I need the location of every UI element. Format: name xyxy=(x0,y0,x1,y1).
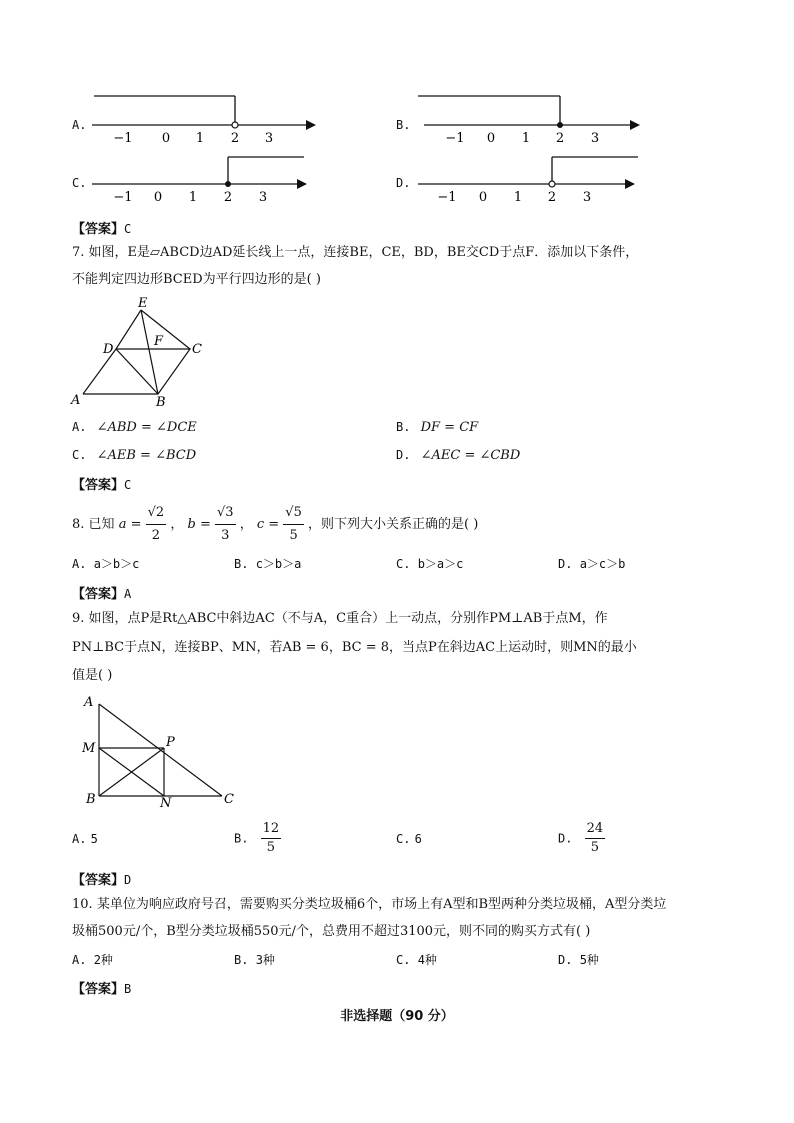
question-number: 8. xyxy=(72,517,85,532)
fraction-numerator: 24 xyxy=(585,820,606,839)
option-text: a＞c＞b xyxy=(579,557,626,571)
option-text: ∠AEB = ∠BCD xyxy=(96,448,197,463)
fraction-denominator: 3 xyxy=(221,528,230,543)
option-label: D. xyxy=(396,176,411,190)
number-line-d xyxy=(412,148,648,208)
question-text: 如图，E是▱ABCD边AD延长线上一点，连接BE，CE，BD，BE交CD于点F．添加以下条件， xyxy=(88,245,639,260)
q8-option-b xyxy=(234,556,301,572)
q9-triangle-figure xyxy=(78,694,248,810)
tick-label: 1 xyxy=(513,190,523,205)
point-label-p: P xyxy=(166,735,175,750)
q9-option-b xyxy=(234,820,281,857)
tick-label: 3 xyxy=(582,190,592,205)
tick-label: 0 xyxy=(486,131,496,146)
option-label: B. xyxy=(396,420,411,434)
option-label: B. xyxy=(396,118,411,132)
option-label: D. xyxy=(558,557,573,571)
tick-label: 3 xyxy=(258,190,268,205)
tick-label: 3 xyxy=(590,131,600,146)
q7-stem-line2: 不能判定四边形BCED为平行四边形的是( ) xyxy=(72,272,321,287)
question-number: 7. xyxy=(72,245,85,260)
number-line-c xyxy=(88,148,324,208)
q10-option-a xyxy=(72,952,113,968)
q6-answer xyxy=(72,218,131,237)
answer-label: 【答案】 xyxy=(72,873,125,888)
q8-answer xyxy=(72,583,131,602)
q7-option-a xyxy=(72,419,197,436)
q9-stem-line1 xyxy=(72,611,608,627)
option-label: B. xyxy=(234,953,249,967)
option-text: ∠ABD = ∠DCE xyxy=(96,420,197,435)
tick-label: −1 xyxy=(113,190,133,205)
answer-label: 【答案】 xyxy=(72,982,125,997)
option-label: A. xyxy=(72,953,87,967)
option-label: D. xyxy=(396,448,411,462)
fraction-numerator: 12 xyxy=(261,820,282,839)
point-label-c: C xyxy=(192,342,202,357)
q7-stem-line1 xyxy=(72,245,638,261)
point-label-c: C xyxy=(224,792,234,807)
question-number: 9. xyxy=(72,611,85,626)
tick-label: 2 xyxy=(223,190,233,205)
fraction-numerator: √3 xyxy=(215,502,236,525)
q7-option-d xyxy=(396,447,520,464)
fraction-a xyxy=(146,502,167,547)
separator: ， xyxy=(170,517,184,532)
tick-label: 2 xyxy=(547,190,557,205)
option-text: b＞a＞c xyxy=(417,557,464,571)
tick-label: 1 xyxy=(188,190,198,205)
option-text: 6 xyxy=(414,832,422,846)
option-label: A. xyxy=(72,420,87,434)
tick-label: 1 xyxy=(521,131,531,146)
answer-value: C xyxy=(124,478,132,492)
option-label: D. xyxy=(558,831,573,846)
tick-label: 3 xyxy=(264,131,274,146)
answer-value: A xyxy=(124,587,132,601)
point-label-f: F xyxy=(154,334,164,349)
option-label: C. xyxy=(396,953,411,967)
fraction-denominator: 2 xyxy=(151,528,161,543)
fraction-numerator: √5 xyxy=(283,502,304,525)
option-label: C. xyxy=(396,557,411,571)
tick-label: 1 xyxy=(195,131,205,146)
question-text: ，则下列大小关系正确的是( ) xyxy=(308,517,479,532)
option-text: 3种 xyxy=(255,953,275,967)
q10-option-b xyxy=(234,952,275,968)
option-label: A. xyxy=(72,832,87,846)
answer-value: D xyxy=(124,873,132,887)
section-title: 非选择题（90 分） xyxy=(340,1009,454,1024)
option-label: C. xyxy=(396,832,411,846)
var-c: c = xyxy=(256,517,280,532)
fraction-denominator: 5 xyxy=(266,840,275,855)
q8-option-a xyxy=(72,556,139,572)
tick-label: −1 xyxy=(445,131,465,146)
q10-stem-line1 xyxy=(72,897,666,913)
option-label: A. xyxy=(72,557,87,571)
answer-value: B xyxy=(124,982,132,996)
q8-option-d xyxy=(558,556,625,572)
fraction-denominator: 5 xyxy=(590,840,599,855)
q9-answer xyxy=(72,869,131,888)
answer-label: 【答案】 xyxy=(72,587,125,602)
point-label-n: N xyxy=(160,796,172,810)
var-b: b = xyxy=(187,517,211,532)
fraction-numerator: √2 xyxy=(146,502,167,525)
answer-label: 【答案】 xyxy=(72,478,125,493)
q7-answer xyxy=(72,474,131,493)
tick-label: 0 xyxy=(478,190,488,205)
fraction-denominator: 5 xyxy=(289,528,298,543)
option-text: DF = CF xyxy=(420,420,479,435)
answer-value: C xyxy=(124,222,132,236)
fraction xyxy=(261,820,282,857)
point-label-b: B xyxy=(156,395,166,408)
q8-option-c xyxy=(396,556,463,572)
q7-parallelogram-figure xyxy=(68,296,218,408)
tick-label: 2 xyxy=(230,131,240,146)
number-line-a xyxy=(88,88,324,148)
point-label-d: D xyxy=(103,342,114,357)
option-label: D. xyxy=(558,953,573,967)
q9-option-a xyxy=(72,831,98,848)
question-text: 如图，点P是Rt△ABC中斜边AC（不与A，C重合）上一动点，分别作PM⊥AB于点M，作 xyxy=(88,611,608,626)
question-text: 某单位为响应政府号召，需要购买分类垃圾桶6个，市场上有A型和B型两种分类垃圾桶，A型分类垃 xyxy=(96,897,667,912)
q7-option-c xyxy=(72,447,196,464)
point-label-m: M xyxy=(82,741,96,756)
point-label-a: A xyxy=(84,695,94,710)
option-text: 5种 xyxy=(579,953,599,967)
separator: ， xyxy=(239,517,253,532)
tick-label: −1 xyxy=(437,190,457,205)
var-a: a = xyxy=(118,517,142,532)
q8-stem xyxy=(72,502,478,547)
option-label: A. xyxy=(72,118,87,132)
point-label-a: A xyxy=(71,393,81,408)
option-text: a＞b＞c xyxy=(93,557,140,571)
option-text: 5 xyxy=(90,832,98,846)
q10-answer xyxy=(72,978,131,997)
q9-stem-line2: PN⊥BC于点N，连接BP、MN，若AB = 6，BC = 8，当点P在斜边AC上运动时，则MN的最小 xyxy=(72,640,637,655)
q9-stem-line3: 值是( ) xyxy=(72,668,113,683)
tick-label: 2 xyxy=(555,131,565,146)
option-text: c＞b＞a xyxy=(255,557,302,571)
option-label: B. xyxy=(234,831,249,846)
fraction-b xyxy=(215,502,236,547)
q10-option-c xyxy=(396,952,437,968)
question-number: 10. xyxy=(72,897,93,912)
q10-option-d xyxy=(558,952,599,968)
tick-label: 0 xyxy=(161,131,171,146)
q9-option-d xyxy=(558,820,605,857)
tick-label: −1 xyxy=(113,131,133,146)
q10-stem-line2: 圾桶500元/个，B型分类垃圾桶550元/个，总费用不超过3100元，则不同的购买方式有( ) xyxy=(72,924,591,939)
option-label: B. xyxy=(234,557,249,571)
option-text: 4种 xyxy=(417,953,437,967)
q7-option-b xyxy=(396,419,478,436)
answer-label: 【答案】 xyxy=(72,222,125,237)
fraction xyxy=(585,820,606,857)
option-text: 2种 xyxy=(93,953,113,967)
number-line-b xyxy=(412,88,648,148)
option-label: C. xyxy=(72,448,87,462)
point-label-b: B xyxy=(86,792,96,807)
option-label: C. xyxy=(72,176,87,190)
point-label-e: E xyxy=(138,296,148,311)
q9-option-c xyxy=(396,831,422,848)
option-text: ∠AEC = ∠CBD xyxy=(420,448,521,463)
tick-label: 0 xyxy=(153,190,163,205)
question-text: 已知 xyxy=(88,517,115,532)
fraction-c xyxy=(283,502,304,547)
